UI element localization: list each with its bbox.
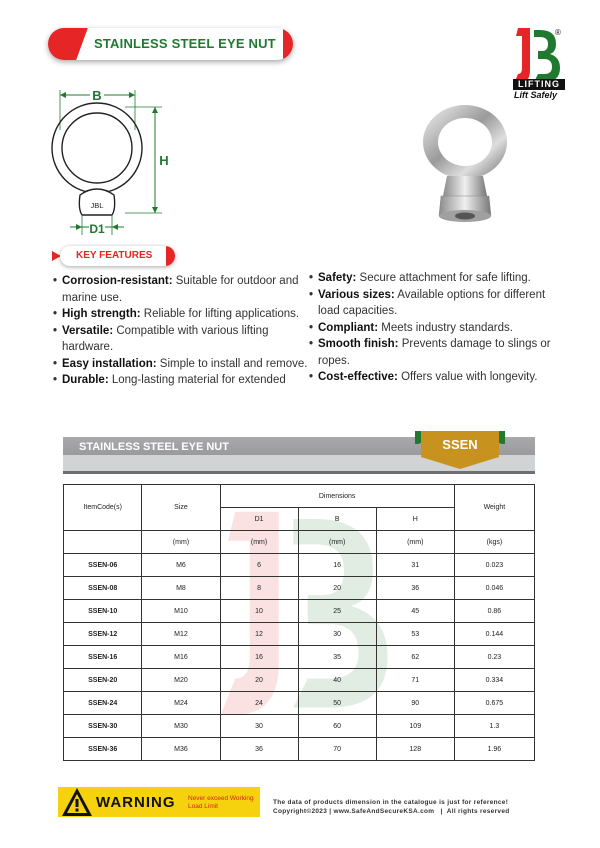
table-row: [64, 600, 535, 623]
logo-wordmark: LIFTING: [513, 79, 565, 90]
cell-b: 70: [298, 738, 376, 761]
table-row: [64, 669, 535, 692]
feature-item: • Corrosion-resistant: Suitable for outdoor and marine use.: [53, 275, 299, 304]
cell-weight: 0.023: [454, 554, 534, 577]
cell-code: SSEN-06: [64, 554, 142, 577]
feature-item: • Smooth finish: Prevents damage to slings or ropes.: [309, 338, 551, 367]
warning-text: WARNING: [96, 794, 176, 811]
cell-b: 35: [298, 646, 376, 669]
diagram-label-h: H: [159, 153, 169, 168]
diagram-label-d1: D1: [89, 222, 105, 236]
feature-item: • Durable: Long-lasting material for extended: [53, 374, 286, 386]
key-features-accent: [166, 246, 175, 266]
cell-weight: 0.046: [454, 577, 534, 600]
page-title: STAINLESS STEEL EYE NUT: [94, 36, 276, 51]
header-h: H: [376, 508, 454, 531]
cell-b: 25: [298, 600, 376, 623]
cell-d1: 6: [220, 554, 298, 577]
cell-code: SSEN-16: [64, 646, 142, 669]
header-dimensions: Dimensions: [220, 485, 454, 508]
cell-h: 36: [376, 577, 454, 600]
cell-weight: 0.334: [454, 669, 534, 692]
eye-nut-product-image: [415, 100, 515, 225]
units-row: [64, 531, 535, 554]
cell-size: M16: [142, 646, 220, 669]
registered-mark: ®: [555, 28, 561, 37]
diagram-label-b: B: [92, 88, 102, 103]
table-row: [64, 554, 535, 577]
cell-code: SSEN-12: [64, 623, 142, 646]
feature-item: • High strength: Reliable for lifting applications.: [53, 308, 300, 320]
cell-weight: 0.86: [454, 600, 534, 623]
header-d1: D1: [220, 508, 298, 531]
cell-weight: 1.96: [454, 738, 534, 761]
cell-b: 60: [298, 715, 376, 738]
cell-weight: 0.23: [454, 646, 534, 669]
cell-weight: 0.144: [454, 623, 534, 646]
cell-code: SSEN-08: [64, 577, 142, 600]
title-pill-accent-right: [283, 28, 293, 60]
feature-item: • Compliant: Meets industry standards.: [309, 321, 513, 334]
cell-b: 30: [298, 623, 376, 646]
title-pill-accent-left: [48, 28, 88, 60]
cell-b: 16: [298, 554, 376, 577]
header-weight: Weight: [454, 485, 534, 531]
cell-h: 31: [376, 554, 454, 577]
unit-b: (mm): [298, 531, 376, 554]
features-list-left: [53, 273, 308, 389]
logo-tagline: Lift Safely: [514, 90, 558, 100]
unit-weight: (kgs): [454, 531, 534, 554]
page-title-pill: [48, 28, 293, 60]
table-row: [64, 738, 535, 761]
cell-d1: 30: [220, 715, 298, 738]
cell-code: SSEN-30: [64, 715, 142, 738]
cell-size: M12: [142, 623, 220, 646]
header-size: Size: [142, 485, 220, 531]
cell-size: M36: [142, 738, 220, 761]
table-row: [64, 715, 535, 738]
cell-code: SSEN-36: [64, 738, 142, 761]
cell-d1: 20: [220, 669, 298, 692]
feature-item: • Cost-effective: Offers value with longevity.: [309, 371, 538, 383]
cell-b: 20: [298, 577, 376, 600]
cell-d1: 12: [220, 623, 298, 646]
header-b: B: [298, 508, 376, 531]
feature-item: • Various sizes: Available options for different load capacities.: [309, 288, 546, 317]
cell-d1: 16: [220, 646, 298, 669]
unit-h: (mm): [376, 531, 454, 554]
cell-b: 40: [298, 669, 376, 692]
cell-code: SSEN-10: [64, 600, 142, 623]
cell-h: 90: [376, 692, 454, 715]
cell-code: SSEN-20: [64, 669, 142, 692]
diagram-mark-jbl: JBL: [90, 201, 104, 210]
cell-size: M8: [142, 577, 220, 600]
warning-subtext: Never exceed Working Load Limit: [188, 795, 254, 810]
unit-size: (mm): [142, 531, 220, 554]
table-row: [64, 692, 535, 715]
table-row: [64, 646, 535, 669]
product-code: SSEN: [442, 437, 478, 452]
footer-copyright: Copyright©2023 | www.SafeAndSecureKSA.com | All rights reserved: [273, 808, 510, 815]
header-item-code: ItemCode(s): [64, 485, 142, 531]
table-row: [64, 577, 535, 600]
cell-d1: 24: [220, 692, 298, 715]
features-list-right: [309, 270, 559, 386]
key-features-pill: [60, 246, 175, 266]
table-row: [64, 623, 535, 646]
footer-note: The data of products dimension in the catalogue is just for reference!: [273, 799, 509, 806]
feature-item: • Easy installation: Simple to install and remove.: [53, 357, 308, 370]
cell-code: SSEN-24: [64, 692, 142, 715]
cell-d1: 8: [220, 577, 298, 600]
footer-text: [273, 798, 510, 816]
cell-h: 128: [376, 738, 454, 761]
cell-size: M24: [142, 692, 220, 715]
cell-h: 45: [376, 600, 454, 623]
cell-weight: 1.3: [454, 715, 534, 738]
cell-b: 50: [298, 692, 376, 715]
dimensions-table: [63, 484, 535, 761]
feature-item: • Safety: Secure attachment for safe lifting.: [309, 272, 531, 284]
cell-d1: 36: [220, 738, 298, 761]
cell-size: M20: [142, 669, 220, 692]
cell-h: 62: [376, 646, 454, 669]
cell-size: M30: [142, 715, 220, 738]
cell-d1: 10: [220, 600, 298, 623]
cell-h: 71: [376, 669, 454, 692]
cell-h: 109: [376, 715, 454, 738]
table-title: STAINLESS STEEL EYE NUT: [79, 441, 229, 453]
warning-label: [58, 787, 260, 817]
warning-triangle-icon: [61, 787, 93, 817]
cell-weight: 0.675: [454, 692, 534, 715]
cell-size: M6: [142, 554, 220, 577]
unit-d1: (mm): [220, 531, 298, 554]
cell-h: 53: [376, 623, 454, 646]
key-features-title: KEY FEATURES: [76, 250, 153, 261]
feature-item: • Versatile: Compatible with various lifting hardware.: [53, 324, 269, 353]
cell-size: M10: [142, 600, 220, 623]
eye-nut-diagram: [40, 85, 190, 240]
